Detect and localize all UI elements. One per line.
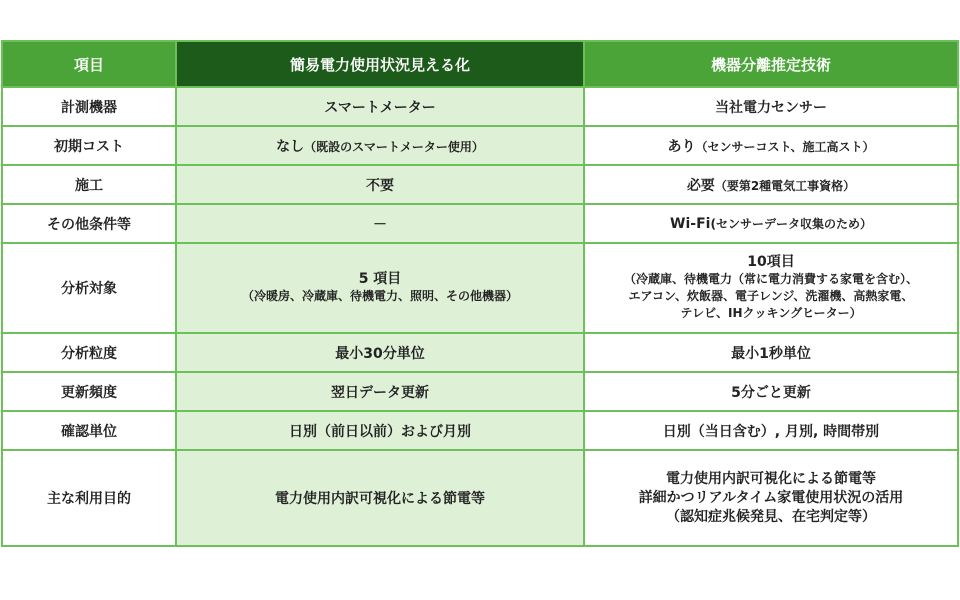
col1-main: 5 項目 [358,271,402,287]
col1-value: 最小30分単位 [176,333,584,372]
header-item: 項目 [2,41,176,87]
row-label: その他条件等 [2,204,176,243]
col1-value: 日別（前日以前）および月別 [176,411,584,450]
col1-main: なし [276,138,305,155]
header-device-separation: 機器分離推定技術 [584,41,958,87]
row-label: 分析対象 [2,243,176,333]
table-row [2,165,958,204]
col2-main: あり [667,138,696,155]
table-row [2,450,958,546]
col2-value: 当社電力センサー [584,87,958,126]
col2-line: 詳細かつリアルタイム家電使用状況の活用 [638,489,904,506]
col2-line: エアコン、炊飯器、電子レンジ、洗濯機、高熱家電、 [628,289,914,303]
col2-line: テレビ、IHクッキングヒーター） [680,306,862,320]
row-label: 主な利用目的 [2,450,176,546]
header-simple-visualization: 簡易電力使用状況見える化 [176,41,584,87]
col2-note: (センサーデータ収集のため） [710,217,872,231]
table-row [2,87,958,126]
col2-value [584,165,958,204]
col2-value: 5分ごと更新 [584,372,958,411]
table-row [2,126,958,165]
col2-value [584,243,958,333]
col2-line: 電力使用内訳可視化による節電等 [666,470,876,487]
row-label: 計測機器 [2,87,176,126]
col1-note: （既設のスマートメーター使用） [304,139,484,154]
table-row [2,204,958,243]
col2-note: （センサーコスト、施工高スト） [695,139,875,154]
col1-note: （冷暖房、冷蔵庫、待機電力、照明、その他機器） [241,289,518,303]
table-row [2,243,958,333]
row-label: 施工 [2,165,176,204]
row-label: 確認単位 [2,411,176,450]
col2-value [584,126,958,165]
col1-value: スマートメーター [176,87,584,126]
col2-main: 必要 [686,177,715,194]
col1-value [176,243,584,333]
comparison-table [1,40,959,547]
table-row [2,333,958,372]
col1-value: 翌日データ更新 [176,372,584,411]
header-row [2,41,958,87]
col1-value: 電力使用内訳可視化による節電等 [176,450,584,546]
col2-main: Wi-Fi [670,216,711,232]
row-label: 分析粒度 [2,333,176,372]
row-label: 更新頻度 [2,372,176,411]
col2-value [584,204,958,243]
table-row [2,372,958,411]
col1-value: 不要 [176,165,584,204]
col2-main: 10項目 [747,254,795,270]
col2-note: （要第2種電気工事資格） [714,178,856,193]
col1-value: － [176,204,584,243]
table-row [2,411,958,450]
col2-line: （冷蔵庫、待機電力（常に電力消費する家電を含む）、 [623,272,918,286]
col2-line: （認知症兆候発見、在宅判定等） [666,508,876,525]
col2-value: 日別（当日含む）, 月別, 時間帯別 [584,411,958,450]
col2-value: 最小1秒単位 [584,333,958,372]
col1-value [176,126,584,165]
row-label: 初期コスト [2,126,176,165]
col2-value [584,450,958,546]
